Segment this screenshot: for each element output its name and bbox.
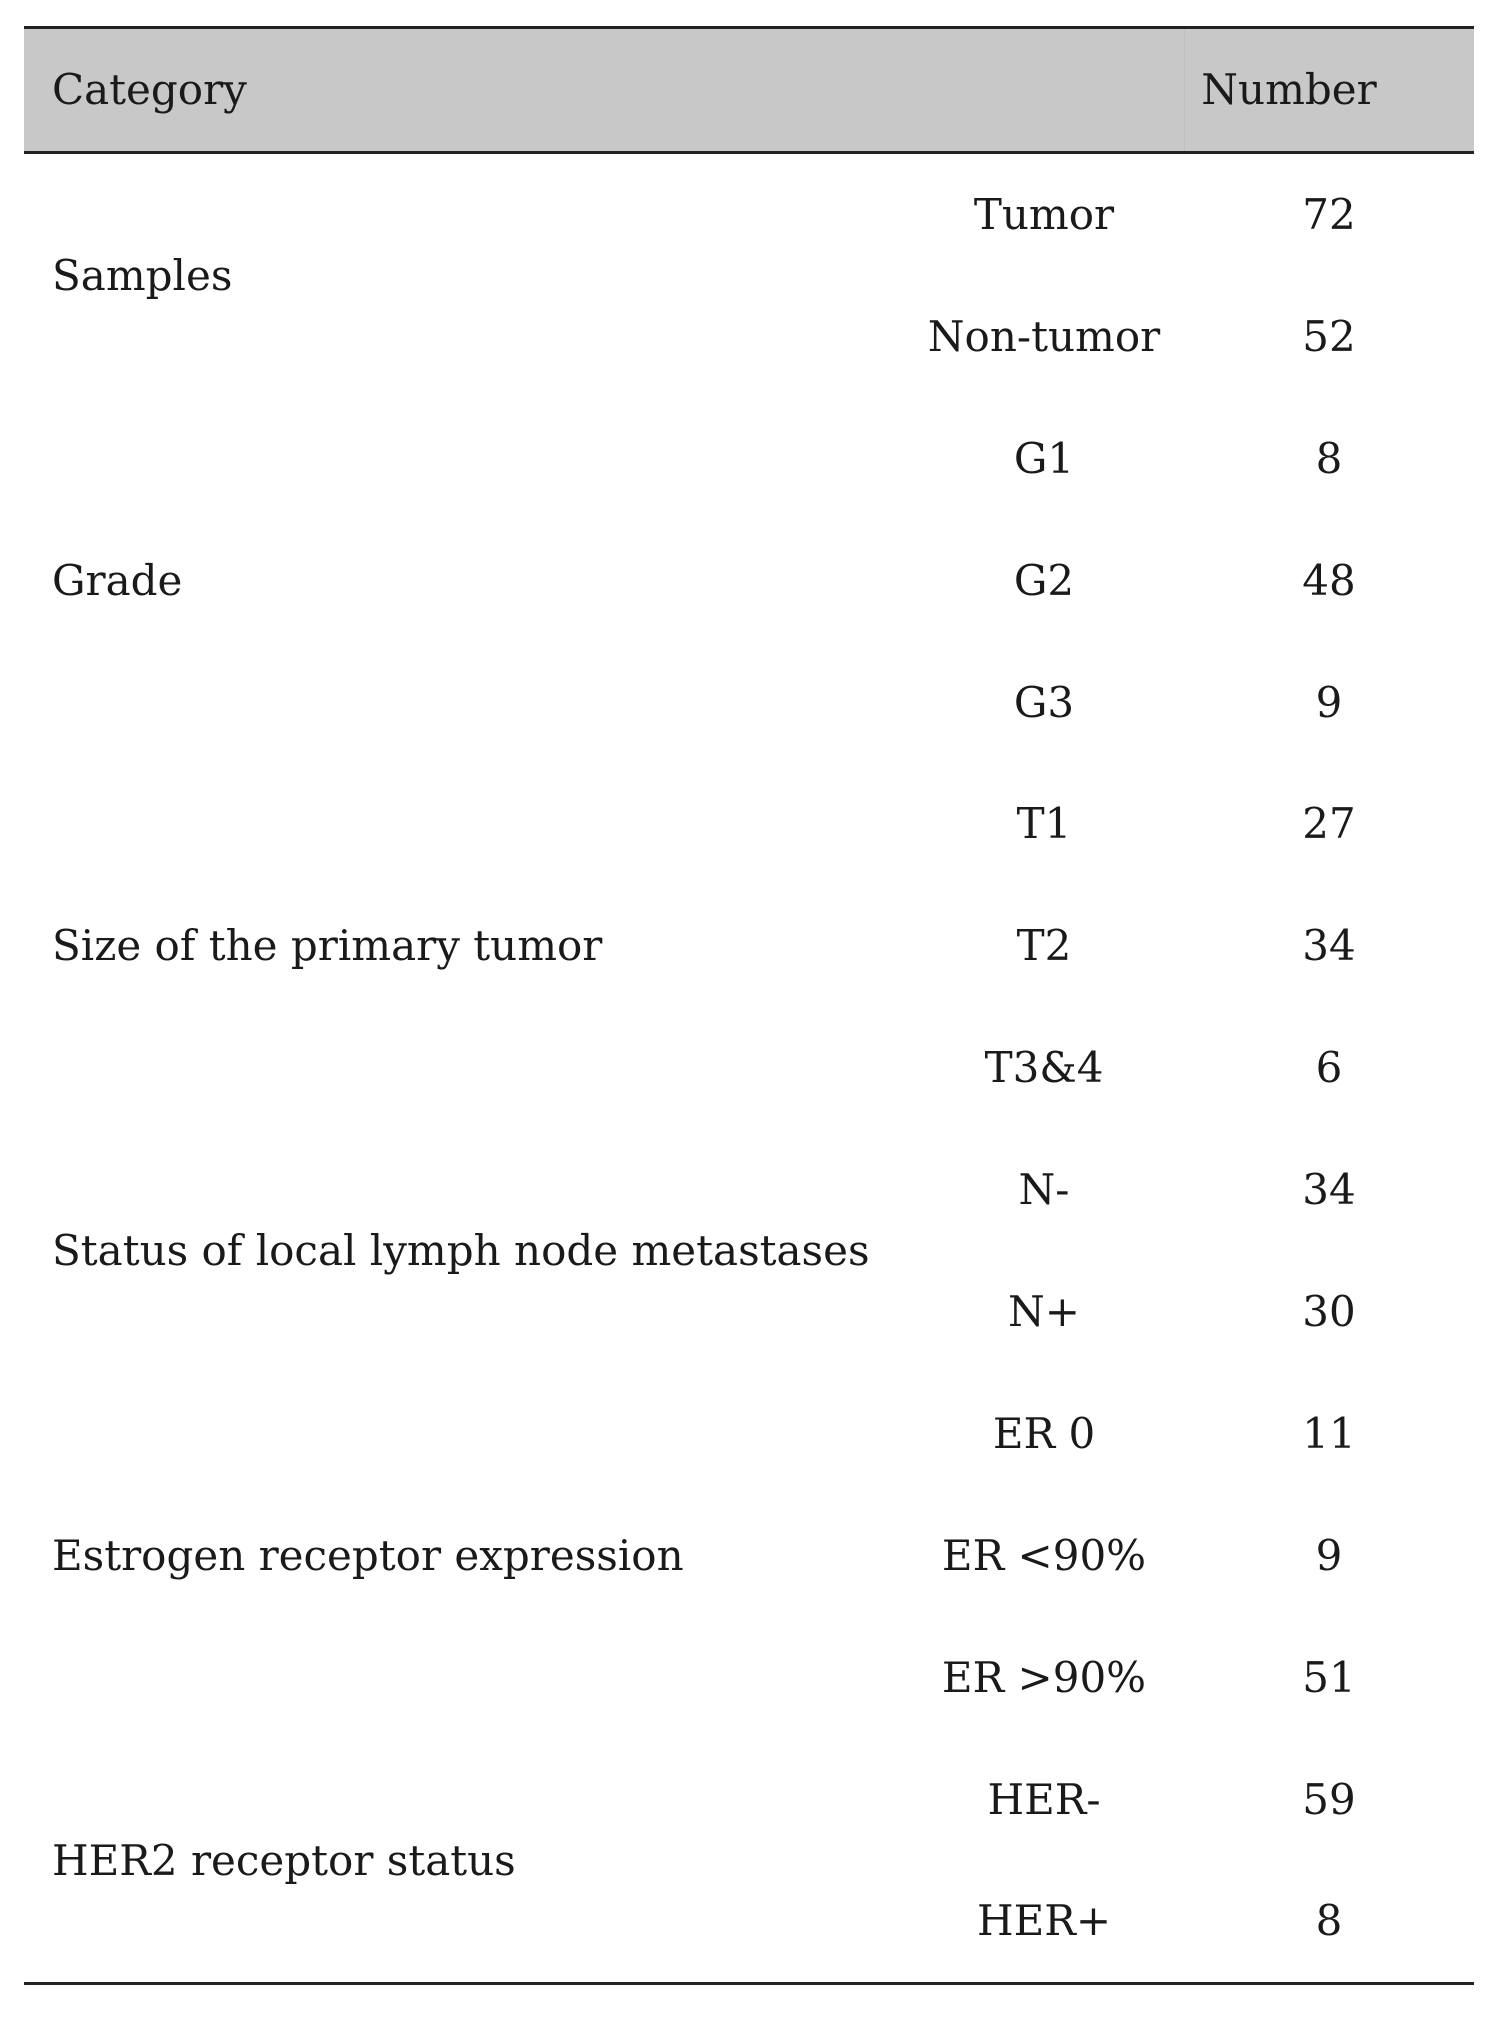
number-cell: 48 <box>1302 555 1356 605</box>
table-row <box>24 1739 1474 1861</box>
number-cell: 9 <box>1315 677 1343 727</box>
table-row <box>24 763 1474 885</box>
number-cell: 34 <box>1302 1165 1356 1215</box>
group-label: Estrogen receptor expression <box>52 1530 684 1580</box>
table-group <box>24 154 1474 398</box>
header-number: Number <box>1201 65 1377 114</box>
table-row <box>24 1129 1474 1251</box>
table-row <box>24 1860 1474 1982</box>
group-label: Size of the primary tumor <box>52 921 603 971</box>
table-group <box>24 1129 1474 1373</box>
table-row <box>24 1617 1474 1739</box>
subcategory-cell: HER+ <box>976 1896 1112 1946</box>
subcategory-cell: G3 <box>1013 677 1075 727</box>
table-group <box>24 398 1474 764</box>
number-cell: 11 <box>1302 1408 1356 1458</box>
subcategory-cell: Non-tumor <box>927 311 1161 361</box>
subcategory-cell: ER 0 <box>992 1408 1096 1458</box>
group-label: Status of local lymph node metastases <box>52 1226 870 1276</box>
subcategory-cell: ER >90% <box>941 1652 1147 1702</box>
number-cell: 8 <box>1315 1896 1343 1946</box>
number-cell: 9 <box>1315 1530 1343 1580</box>
table-row <box>24 398 1474 520</box>
table-row <box>24 1251 1474 1373</box>
table-row <box>24 276 1474 398</box>
table-row <box>24 520 1474 642</box>
table-group <box>24 763 1474 1129</box>
table-row <box>24 1373 1474 1495</box>
number-cell: 8 <box>1315 433 1343 483</box>
number-cell: 52 <box>1302 311 1356 361</box>
subcategory-cell: N+ <box>1008 1287 1080 1337</box>
subcategory-cell: G1 <box>1013 433 1075 483</box>
table-body <box>24 154 1474 1982</box>
header-category: Category <box>52 65 247 114</box>
number-cell: 30 <box>1302 1287 1356 1337</box>
table-row <box>24 154 1474 276</box>
table-row <box>24 1007 1474 1129</box>
subcategory-cell: G2 <box>1013 555 1075 605</box>
subcategory-cell: HER- <box>987 1774 1101 1824</box>
data-table <box>24 26 1474 1985</box>
group-label: Samples <box>52 251 233 300</box>
table-group <box>24 1739 1474 1983</box>
subcategory-cell: T3&4 <box>984 1043 1104 1093</box>
table-row <box>24 885 1474 1007</box>
table-row <box>24 1495 1474 1617</box>
number-cell: 6 <box>1315 1043 1343 1093</box>
number-cell: 59 <box>1302 1774 1356 1824</box>
subcategory-cell: N- <box>1018 1165 1070 1215</box>
group-label: Grade <box>52 555 183 605</box>
number-cell: 72 <box>1302 190 1356 239</box>
subcategory-cell: T2 <box>1016 921 1072 971</box>
number-cell: 34 <box>1302 921 1356 971</box>
table-group <box>24 1373 1474 1739</box>
group-label: HER2 receptor status <box>52 1835 516 1885</box>
subcategory-cell: Tumor <box>973 190 1115 239</box>
number-cell: 51 <box>1302 1652 1356 1702</box>
bottom-rule <box>24 1982 1474 1985</box>
table-header <box>24 29 1474 154</box>
subcategory-cell: ER <90% <box>941 1530 1147 1580</box>
table-row <box>24 642 1474 764</box>
number-cell: 27 <box>1302 799 1356 849</box>
subcategory-cell: T1 <box>1016 799 1072 849</box>
